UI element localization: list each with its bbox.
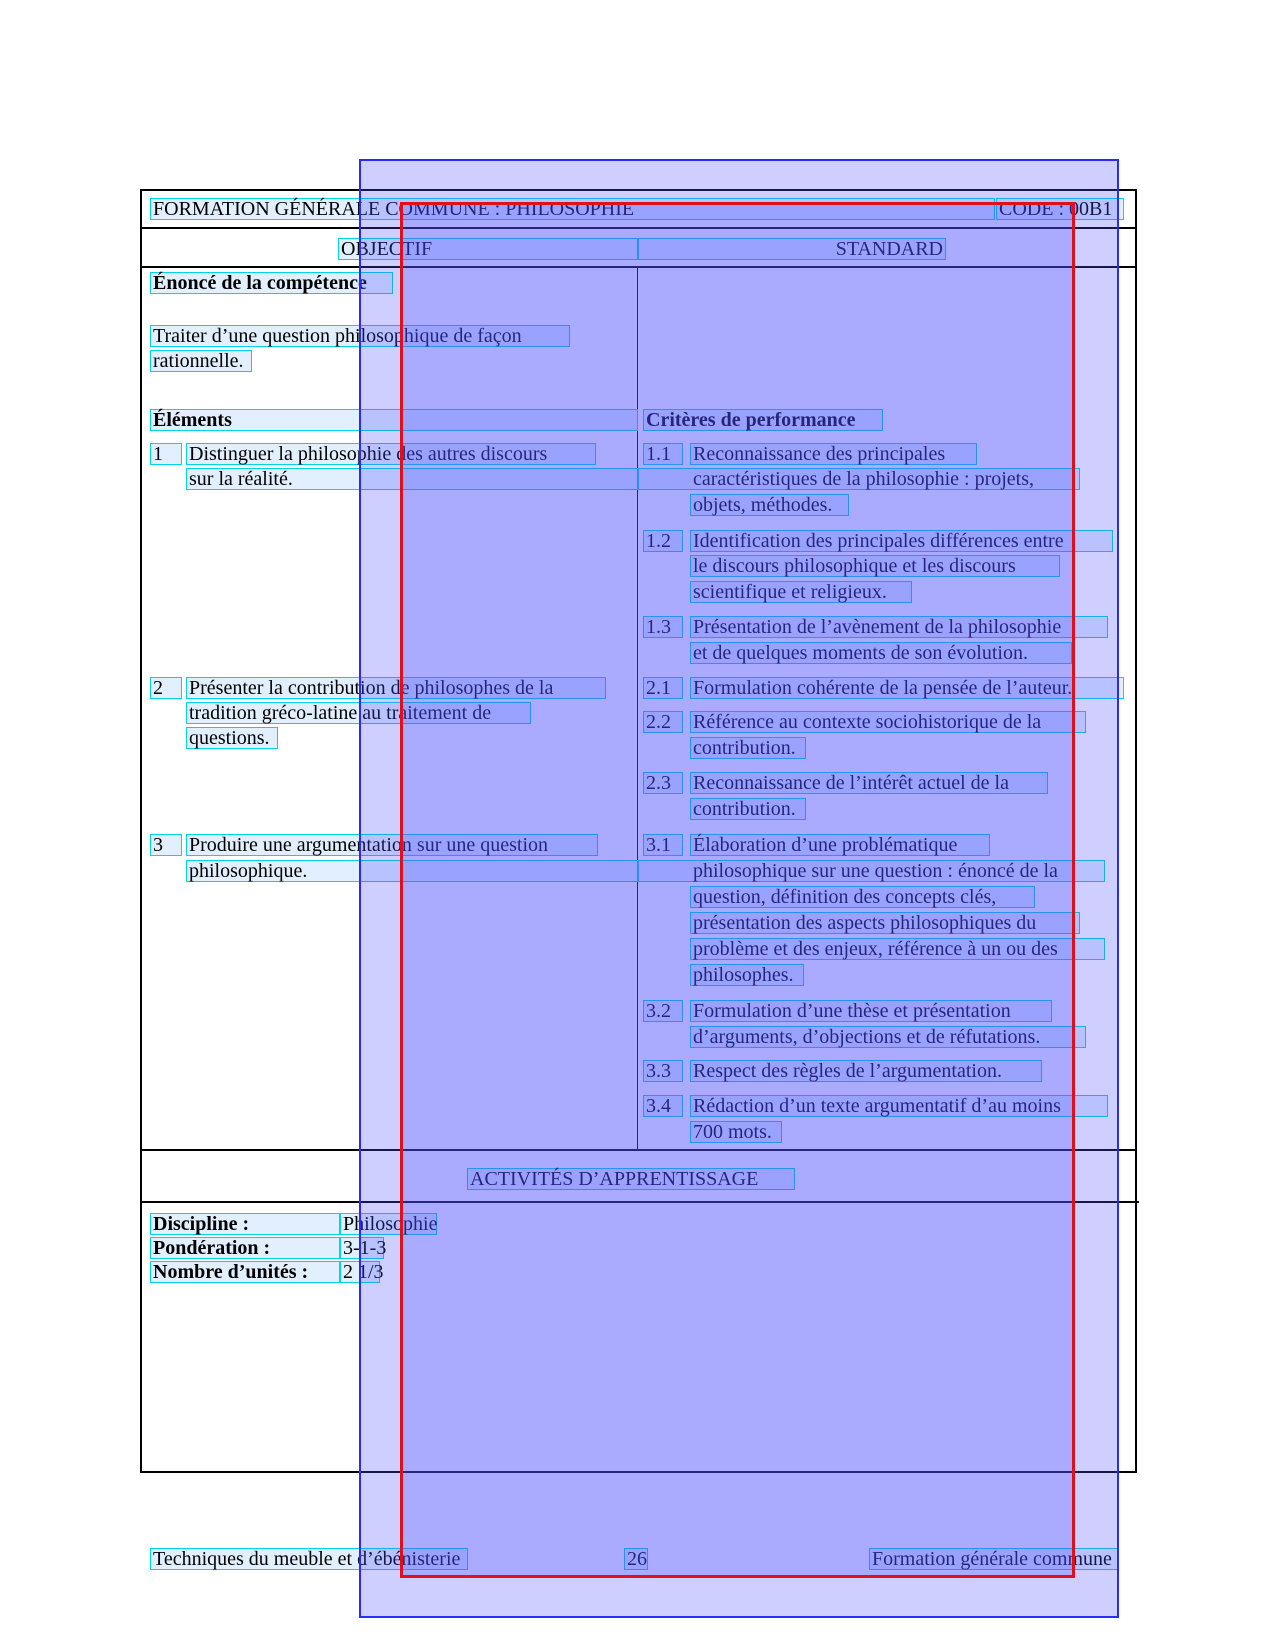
header-title: FORMATION GÉNÉRALE COMMUNE : PHILOSOPHIE (150, 198, 995, 220)
column-heading-standard: STANDARD (638, 238, 946, 260)
criterion-number: 2.2 (643, 711, 683, 733)
criterion-number: 3.4 (643, 1095, 683, 1117)
competence-line: rationnelle. (150, 350, 252, 372)
activities-heading: ACTIVITÉS D’APPRENTISSAGE (467, 1168, 795, 1190)
criterion-number: 2.3 (643, 772, 683, 794)
activity-label: Nombre d’unités : (150, 1261, 340, 1283)
element-line: tradition gréco-latine au traitement de (186, 702, 531, 724)
element-line: questions. (186, 727, 278, 749)
element-number: 3 (150, 834, 182, 856)
criteria-heading: Critères de performance (643, 409, 883, 431)
criterion-number: 2.1 (643, 677, 683, 699)
criterion-number: 1.2 (643, 530, 683, 552)
element-line: Produire une argumentation sur une question (186, 834, 598, 856)
activity-value: Philosophie (340, 1213, 437, 1235)
criterion-line: Identification des principales différences entre (690, 530, 1113, 552)
criterion-number: 3.1 (643, 834, 683, 856)
criterion-line: Rédaction d’un texte argumentatif d’au moins (690, 1095, 1108, 1117)
criterion-line: Reconnaissance des principales (690, 443, 977, 465)
criterion-line: caractéristiques de la philosophie : projets, (638, 468, 1080, 490)
element-line: sur la réalité. (186, 468, 638, 490)
element-number: 2 (150, 677, 182, 699)
element-number: 1 (150, 443, 182, 465)
element-line: Présenter la contribution de philosophes de la (186, 677, 606, 699)
footer-page-number: 26 (624, 1548, 648, 1570)
criterion-line: Reconnaissance de l’intérêt actuel de la (690, 772, 1048, 794)
criterion-line: Formulation cohérente de la pensée de l’auteur. (690, 677, 1124, 699)
criterion-number: 1.3 (643, 616, 683, 638)
footer-left: Techniques du meuble et d’ébénisterie (150, 1548, 468, 1570)
activity-value: 3-1-3 (340, 1237, 384, 1259)
criterion-line: philosophique sur une question : énoncé de la (638, 860, 1105, 882)
criterion-line: contribution. (690, 798, 806, 820)
competence-heading: Énoncé de la compétence (150, 272, 393, 294)
column-heading-objectif: OBJECTIF (338, 238, 638, 260)
criterion-line: Référence au contexte sociohistorique de la (690, 711, 1086, 733)
annotation-region-inner (400, 202, 1075, 1578)
criterion-number: 3.2 (643, 1000, 683, 1022)
elements-heading: Éléments (150, 409, 638, 431)
activity-value: 2 1/3 (340, 1261, 380, 1283)
criterion-line: philosophes. (690, 964, 804, 986)
criterion-line: problème et des enjeux, référence à un ou des (690, 938, 1105, 960)
criterion-line: présentation des aspects philosophiques du (690, 912, 1080, 934)
criterion-line: Formulation d’une thèse et présentation (690, 1000, 1052, 1022)
element-line: philosophique. (186, 860, 638, 882)
criterion-line: question, définition des concepts clés, (690, 886, 1035, 908)
criterion-line: Présentation de l’avènement de la philosophie (690, 616, 1108, 638)
activity-label: Discipline : (150, 1213, 340, 1235)
element-line: Distinguer la philosophie des autres discours (186, 443, 596, 465)
header-code: CODE : 00B1 (996, 198, 1124, 220)
footer-right: Formation générale commune (869, 1548, 1118, 1570)
criterion-line: d’arguments, d’objections et de réfutations. (690, 1026, 1086, 1048)
criterion-line: le discours philosophique et les discours (690, 555, 1060, 577)
activity-label: Pondération : (150, 1237, 340, 1259)
criterion-line: Élaboration d’une problématique (690, 834, 990, 856)
competence-line: Traiter d’une question philosophique de façon (150, 325, 570, 347)
criterion-number: 1.1 (643, 443, 683, 465)
criterion-number: 3.3 (643, 1060, 683, 1082)
criterion-line: Respect des règles de l’argumentation. (690, 1060, 1042, 1082)
criterion-line: contribution. (690, 737, 806, 759)
criterion-line: scientifique et religieux. (690, 581, 912, 603)
criterion-line: objets, méthodes. (690, 494, 849, 516)
criterion-line: et de quelques moments de son évolution. (690, 642, 1072, 664)
criterion-line: 700 mots. (690, 1121, 782, 1143)
